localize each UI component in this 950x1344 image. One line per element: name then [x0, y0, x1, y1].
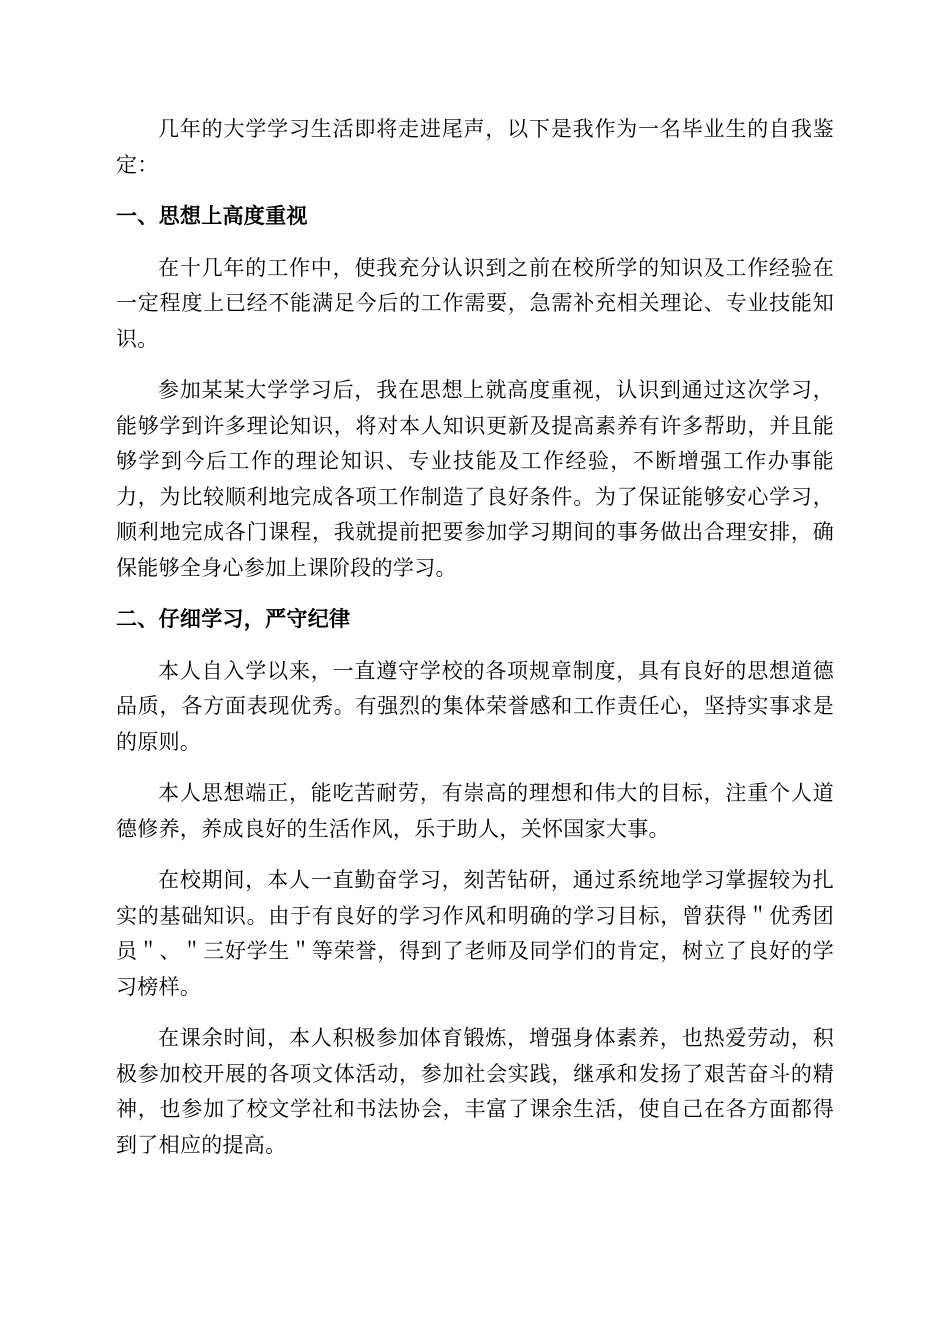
document-page: [116, 112, 834, 1179]
body-paragraph: 参加某某大学学习后，我在思想上就高度重视，认识到通过这次学习，能够学到许多理论知识，将对本人知识更新及提高素养有许多帮助，并且能够学到今后工作的理论知识、专业技能及工作经验，不断增强工作办事能力，为比较顺利地完成各项工作制造了良好条件。为了保证能够安心学习，顺利地完成各门课程，我就提前把要参加学习期间的事务做出合理安排，确保能够全身心参加上课阶段的学习。: [116, 378, 834, 580]
body-paragraph: 在课余时间，本人积极参加体育锻炼，增强身体素养，也热爱劳动，积极参加校开展的各项文体活动，参加社会实践，继承和发扬了艰苦奋斗的精神，也参加了校文学社和书法协会，丰富了课余生活，使自己在各方面都得到了相应的提高。: [116, 1026, 834, 1157]
body-paragraph: 在校期间，本人一直勤奋学习，刻苦钻研，通过系统地学习掌握较为扎实的基础知识。由于有良好的学习作风和明确的学习目标，曾获得＂优秀团员＂、＂三好学生＂等荣誉，得到了老师及同学们的肯定，树立了良好的学习榜样。: [116, 868, 834, 999]
section-heading-2: 二、仔细学习，严守纪律: [116, 607, 351, 631]
body-paragraph: 本人自入学以来，一直遵守学校的各项规章制度，具有良好的思想道德品质，各方面表现优秀。有强烈的集体荣誉感和工作责任心，坚持实事求是的原则。: [116, 658, 834, 754]
body-paragraph: 本人思想端正，能吃苦耐劳，有崇高的理想和伟大的目标，注重个人道德修养，养成良好的生活作风，乐于助人，关怀国家大事。: [116, 781, 834, 841]
section-heading-1: 一、思想上高度重视: [116, 204, 308, 228]
body-paragraph: 在十几年的工作中，使我充分认识到之前在校所学的知识及工作经验在一定程度上已经不能满足今后的工作需要，急需补充相关理论、专业技能知识。: [116, 255, 834, 351]
intro-paragraph: 几年的大学学习生活即将走进尾声，以下是我作为一名毕业生的自我鉴定：: [116, 117, 834, 177]
